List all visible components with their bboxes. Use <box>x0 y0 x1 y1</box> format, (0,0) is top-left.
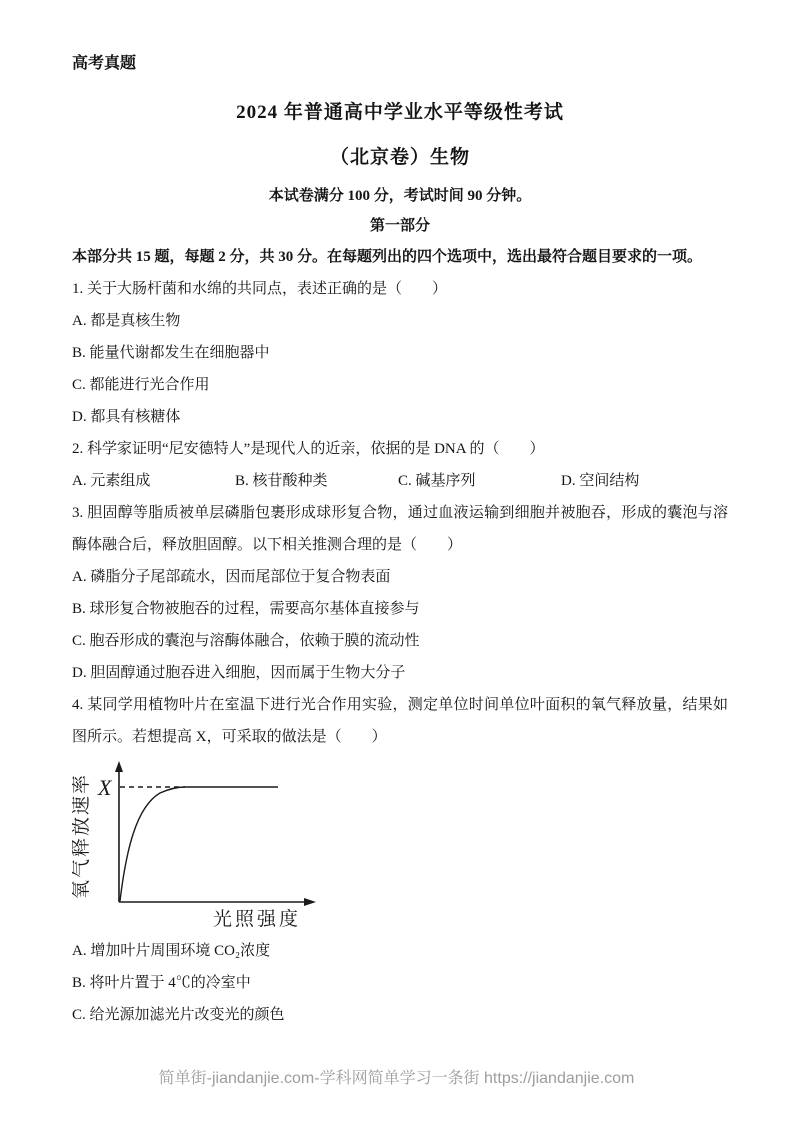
option-4b: B. 将叶片置于 4℃的冷室中 <box>72 975 251 991</box>
option-2d: D. 空间结构 <box>561 473 640 489</box>
corner-label: 高考真题 <box>72 55 137 72</box>
exam-info: 本试卷满分 100 分，考试时间 90 分钟。 <box>268 188 532 204</box>
option-1a: A. 都是真核生物 <box>72 313 181 329</box>
question-3 <box>72 497 728 689</box>
question-2 <box>72 433 728 497</box>
option-3b: B. 球形复合物被胞吞的过程，需要高尔基体直接参与 <box>72 601 420 617</box>
y-axis-label: 氧气释放速率 <box>72 772 92 900</box>
x-axis-label: 光照强度 <box>212 909 302 930</box>
option-3a: A. 磷脂分子尾部疏水，因而尾部位于复合物表面 <box>72 569 391 585</box>
option-2a: A. 元素组成 <box>72 473 151 489</box>
question-stem: 2. 科学家证明“尼安德特人”是现代人的近亲，依据的是 DNA 的（ ） <box>72 441 545 457</box>
option-1b: B. 能量代谢都发生在细胞器中 <box>72 345 270 361</box>
footer-text: 简单街-jiandanjie.com-学科网简单学习一条街 https://jiandanjie.com <box>158 1070 635 1087</box>
exam-subtitle: （北京卷）生物 <box>329 147 470 168</box>
question-stem: 1. 关于大肠杆菌和水绵的共同点，表述正确的是（ ） <box>72 281 448 297</box>
question-stem: 3. 胆固醇等脂质被单层磷脂包裹形成球形复合物，通过血液运输到细胞并被胞吞，形成的囊泡与溶酶体融合后，释放胆固醇。以下相关推测合理的是（ ） <box>72 505 728 553</box>
x-axis-arrow-icon <box>304 898 316 906</box>
option-2c: C. 碱基序列 <box>398 473 476 489</box>
option-4a: A. 增加叶片周围环境 CO₂浓度 <box>72 943 271 959</box>
option-1d: D. 都具有核糖体 <box>72 409 181 425</box>
option-3d: D. 胆固醇通过胞吞进入细胞，因而属于生物大分子 <box>72 665 406 681</box>
saturation-curve <box>120 787 278 901</box>
option-3c: C. 胞吞形成的囊泡与溶酶体融合，依赖于膜的流动性 <box>72 633 420 649</box>
option-4c: C. 给光源加滤光片改变光的颜色 <box>72 1007 285 1023</box>
light-saturation-chart <box>72 759 728 933</box>
question-1 <box>72 273 728 433</box>
options-row <box>72 465 728 497</box>
exam-title: 2024 年普通高中学业水平等级性考试 <box>236 102 564 123</box>
chart-svg <box>72 759 330 933</box>
part-intro: 本部分共 15 题，每题 2 分，共 30 分。在每题列出的四个选项中，选出最符合题目要求的一项。 <box>72 249 703 265</box>
x-annotation: X <box>98 775 112 800</box>
option-2b: B. 核苷酸种类 <box>235 473 328 489</box>
question-4 <box>72 689 728 1031</box>
option-1c: C. 都能进行光合作用 <box>72 377 210 393</box>
question-stem: 4. 某同学用植物叶片在室温下进行光合作用实验，测定单位时间单位叶面积的氧气释放量，结果如图所示。若想提高 X，可采取的做法是（ ） <box>72 697 728 745</box>
y-axis-arrow-icon <box>115 761 123 772</box>
part-title: 第一部分 <box>369 218 430 234</box>
